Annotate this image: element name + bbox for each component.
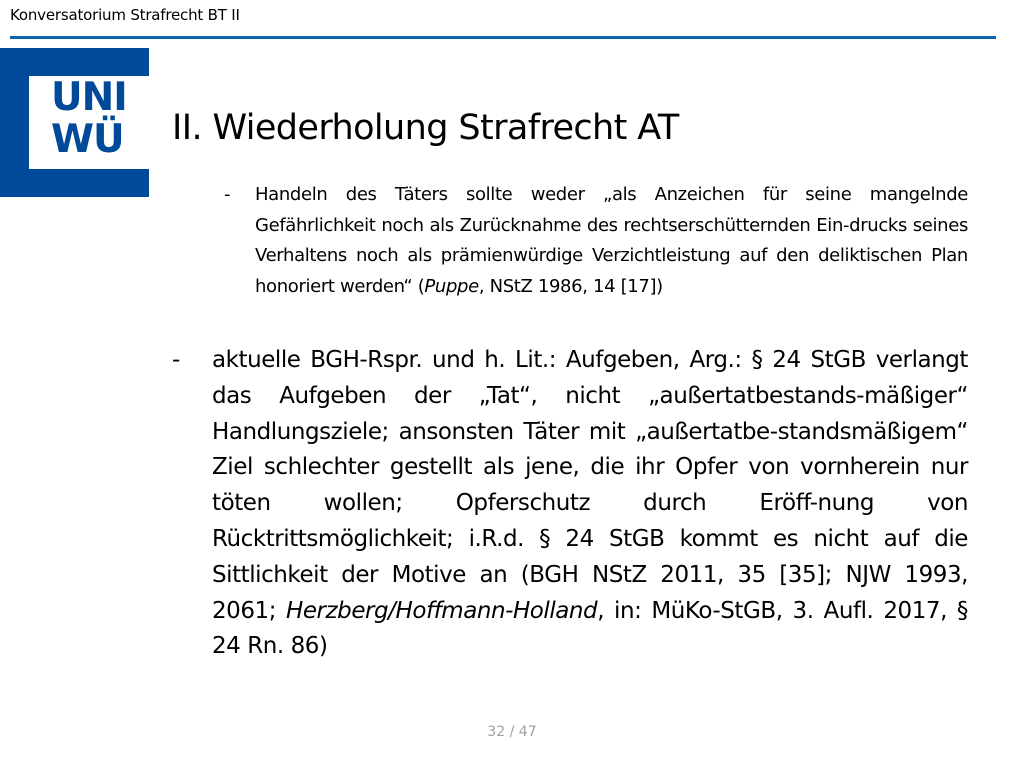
header-title: Konversatorium Strafrecht BT II: [10, 6, 240, 24]
slide-title: II. Wiederholung Strafrecht AT: [172, 108, 679, 148]
main-bullet-authors: Herzberg/Hoffmann-Holland: [286, 597, 598, 624]
header-rule: [10, 36, 996, 39]
main-bullet-text: [212, 343, 968, 665]
page-number: 32 / 47: [487, 724, 537, 740]
logo-line-wue: WÜ: [51, 117, 124, 162]
sub-bullet-text: [255, 180, 968, 302]
main-bullet-dash: -: [172, 347, 181, 373]
sub-bullet-text-part1: Handeln des Täters sollte weder „als Anzeichen für seine mangelnde Gefährlichkeit noch als Zurücknahme des rechtserschütternden Ein-drucks seines Verhaltens noch als prämienwürdige Verzichtleistung auf den deliktischen Plan honoriert werden“ (: [255, 184, 968, 297]
sub-bullet-author: Puppe: [424, 275, 479, 297]
sub-bullet-dash: -: [224, 184, 231, 205]
main-bullet-text-part2: , in: MüKo-StGB, 3. Aufl. 2017, § 24 Rn. 86): [212, 597, 968, 660]
university-logo: [0, 48, 149, 197]
main-bullet-text-part1: aktuelle BGH-Rspr. und h. Lit.: Aufgeben, Arg.: § 24 StGB verlangt das Aufgeben der „Tat“, nicht „außertatbestands-mäßiger“ Handlungsziele; ansonsten Täter mit „außertatbe-standsmäßigem“ Ziel schlechter gestellt als jene, die ihr Opfer von vornherein nur töten wollen; Opferschutz durch Eröff-nung von Rücktrittsmöglichkeit; i.R.d. § 24 StGB kommt es nicht auf die Sittlichkeit der Motive an (BGH NStZ 2011, 35 [35]; NJW 1993, 2061;: [212, 347, 968, 624]
sub-bullet-text-part2: , NStZ 1986, 14 [17]): [478, 275, 663, 297]
logo-wordmark: [51, 77, 127, 161]
logo-line-uni: UNI: [51, 75, 127, 120]
